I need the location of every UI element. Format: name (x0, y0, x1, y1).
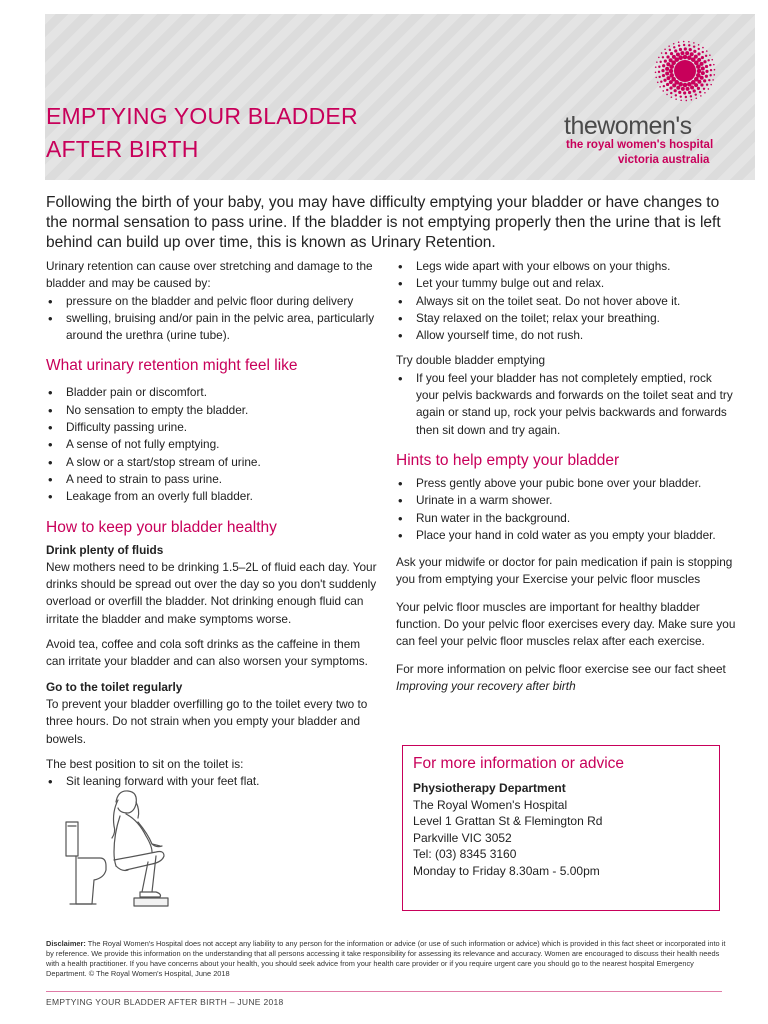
logo-dot (685, 100, 687, 102)
logo-dot (658, 71, 660, 73)
logo-dot (701, 66, 705, 70)
list-item: • Stay relaxed on the toilet; relax your breathing. (396, 310, 736, 327)
toilet-paragraph: To prevent your bladder overfilling go to the toilet every two to three hours. Do not strain when you empty your bladder and bowels. (46, 696, 368, 746)
logo-dot (665, 67, 669, 71)
logo-dot (708, 88, 710, 90)
logo-dot (655, 71, 657, 73)
logo-dot (680, 95, 682, 97)
logo-dot (714, 69, 716, 71)
list-item: • swelling, bruising and/or pain in the pelvic area, particularly around the urethra (urine tube). (46, 310, 378, 345)
logo-dot (674, 89, 677, 92)
logo-dot (675, 98, 677, 100)
list-item: • Press gently above your pubic bone over your bladder. (396, 475, 736, 492)
logo-dot (683, 83, 688, 88)
logo-dot (699, 91, 701, 93)
list-item: • Run water in the background. (396, 510, 736, 527)
logo-dot (702, 47, 704, 49)
logo-dot (669, 49, 671, 51)
logo-dot (658, 66, 660, 68)
logo-dot (669, 69, 674, 74)
logo-dot (666, 83, 669, 86)
logo-dot (672, 83, 676, 87)
logo-name: thewomen's (564, 112, 692, 140)
contact-box (402, 745, 720, 911)
logo-dot (700, 76, 704, 80)
list-item: • No sensation to empty the bladder. (46, 402, 378, 419)
list-item: • Legs wide apart with your elbows on your thighs. (396, 258, 736, 275)
logo-dot (666, 55, 669, 58)
list-item: • Urinate in a warm shower. (396, 492, 736, 509)
logo-dot (669, 58, 673, 62)
logo-dot (686, 87, 690, 91)
logo-dot (678, 44, 680, 46)
logo-dot (655, 77, 657, 79)
logo-dot (703, 79, 706, 82)
list-item: • If you feel your bladder has not completely emptied, rock your pelvis backwards and forwards on the toilet seat and try again or stand up, rock your pelvis backwards and forwards then sit down and try again. (396, 370, 736, 439)
logo-dot (713, 74, 715, 76)
logo-dot (709, 64, 711, 66)
logo-dot (711, 59, 713, 61)
disclaimer-label: Disclaimer: (46, 939, 86, 948)
logo-dot (688, 91, 691, 94)
logo-dot (712, 79, 714, 81)
heading-hints: Hints to help empty your bladder (396, 451, 620, 469)
logo-dot (659, 86, 661, 88)
double-emptying-list (396, 370, 736, 439)
logo-dot (663, 85, 665, 87)
logo-dot (660, 81, 662, 83)
logo-dot (690, 86, 694, 90)
logo-dot (678, 41, 680, 43)
logo-dot (657, 81, 659, 83)
logo-dot (664, 60, 667, 63)
list-item: • Allow yourself time, do not rush. (396, 327, 736, 344)
logo-dot (700, 62, 704, 66)
logo-dot (688, 44, 690, 46)
contact-hours: Monday to Friday 8.30am - 5.00pm (413, 863, 600, 878)
logo-dot (666, 76, 670, 80)
logo-dot (689, 48, 692, 51)
logo-dot (693, 42, 695, 44)
logo-dot (710, 84, 712, 86)
logo-dot (678, 91, 681, 94)
logo-dot (666, 89, 668, 91)
contact-line: Level 1 Grattan St & Flemington Rd (413, 814, 603, 828)
contact-line: Parkville VIC 3052 (413, 830, 512, 845)
logo-dot (707, 59, 709, 61)
list-item: • Always sit on the toilet seat. Do not hover above it. (396, 293, 736, 310)
logo-dot (661, 69, 664, 72)
logo-dot (683, 41, 685, 43)
more-info-text: For more information on pelvic floor exercise see our fact sheet (396, 661, 726, 676)
logo-dot (683, 55, 688, 60)
list-item: • A need to strain to pass urine. (46, 471, 378, 488)
logo-dot (681, 87, 685, 91)
logo-dot (708, 79, 710, 81)
logo-dot (672, 55, 676, 59)
list-item: • Sit leaning forward with your feet flat. (46, 773, 378, 790)
logo-dot (693, 89, 696, 92)
list-item: • Let your tummy bulge out and relax. (396, 275, 736, 292)
logo-dot (698, 48, 700, 50)
list-item: • A sense of not fully emptying. (46, 436, 378, 453)
logo-dot (695, 97, 697, 99)
list-item: • Place your hand in cold water as you empty your bladder. (396, 527, 736, 544)
retention-paragraph: Urinary retention can cause over stretching and damage to the bladder and may be caused by: (46, 259, 373, 291)
position-paragraph: The best position to sit on the toilet is: (46, 756, 244, 771)
logo-dot (709, 54, 711, 56)
logo-dot (701, 71, 705, 75)
logo-dot (697, 80, 701, 84)
contact-phone: Tel: (03) 8345 3160 (413, 847, 517, 861)
feel-list (46, 384, 378, 505)
logo-dot (694, 55, 698, 59)
list-item: • Leakage from an overly full bladder. (46, 488, 378, 505)
logo-dot (671, 96, 673, 98)
logo-core (674, 60, 696, 82)
logo-dot (662, 90, 664, 92)
logo-dot (698, 44, 700, 46)
logo-dot (700, 83, 703, 86)
title-line-1: EMPTYING YOUR BLADDER (46, 103, 358, 129)
ask-paragraph: Ask your midwife or doctor for pain medication if pain is stopping you from emptying your Exercise your pelvic floor muscles (396, 555, 733, 587)
logo-dot (697, 58, 701, 62)
left-column (46, 258, 378, 790)
list-item: • Difficulty passing urine. (46, 419, 378, 436)
logo-dot (690, 52, 694, 56)
contact-department: Physiotherapy Department (413, 781, 566, 795)
logo-dot (705, 65, 708, 68)
logo-dot (665, 52, 667, 54)
logo-dot (703, 60, 706, 63)
logo-dot (697, 87, 700, 90)
logo-dot (656, 61, 658, 63)
heading-healthy: How to keep your bladder healthy (46, 518, 277, 536)
logo-dot (669, 86, 672, 89)
logo-dot (668, 45, 670, 47)
logo-dot (662, 74, 665, 77)
logo-dot (683, 44, 685, 46)
logo-dot (683, 91, 686, 94)
logo-dot (704, 92, 706, 94)
logo-dot (702, 51, 704, 53)
logo-dot (655, 66, 657, 68)
logo-dot (684, 47, 687, 50)
fluids-paragraph: New mothers need to be drinking 1.5–2L of fluid each day. Your drinks should be spread out over the day so you don't suddenly overload or overfill the bladder. Not drinking enough fluid can irritate the bladder and make symptoms worse. (46, 559, 377, 626)
logo-dot (697, 69, 702, 74)
logo-dot (700, 95, 702, 97)
logo-dot (674, 49, 677, 52)
disclaimer (46, 939, 726, 979)
logo-dot (675, 94, 677, 96)
logo-dot (679, 48, 682, 51)
subheading-toilet: Go to the toilet regularly (46, 679, 183, 694)
logo-dot (705, 70, 708, 73)
logo-dot (705, 55, 707, 57)
logo-dot (693, 45, 695, 47)
logo-dot (709, 74, 711, 76)
logo-dot (688, 41, 690, 43)
logo-dot (659, 61, 661, 63)
logo-dot (673, 46, 675, 48)
page-title (46, 100, 466, 166)
list-item: • pressure on the bladder and pelvic floor during delivery (46, 293, 378, 310)
footer-divider (46, 991, 722, 992)
logo-dot (662, 64, 665, 67)
logo-dot (680, 51, 684, 55)
logo-dot (703, 88, 705, 90)
logo-dot (694, 83, 698, 87)
intro-paragraph: Following the birth of your baby, you may have difficulty emptying your bladder or have changes to the normal sensation to pass urine. If the bladder is not emptying properly then the urine that is left behind can build up over time, this is known as Urinary Retention. (46, 194, 721, 251)
logo-dot (685, 51, 689, 55)
logo-dot (710, 69, 712, 71)
right-column (396, 258, 736, 695)
causes-list (46, 293, 378, 345)
logo-dot (693, 50, 696, 53)
pelvic-paragraph: Your pelvic floor muscles are important for healthy bladder function. Do your pelvic floor exercises every day. Make sure you can feel your pelvic floor muscles relax after each exercise. (396, 599, 736, 649)
logo-dot (665, 72, 669, 76)
logo-dot (658, 76, 660, 78)
logo-dot (658, 57, 660, 59)
logo-dot (706, 50, 708, 52)
fact-sheet-link: Improving your recovery after birth (396, 678, 576, 693)
logo-location: victoria australia (618, 154, 710, 166)
double-emptying-label: Try double bladder emptying (396, 353, 546, 368)
disclaimer-text: The Royal Women's Hospital does not accept any liability to any person for the information or advice (or use of such information or advice) which is provided in this fact sheet or incorporated into it by reference. We provide this information on the understanding that all persons accessing it take responsibility for assessing its relevance and accuracy. Women are encouraged to discuss their health needs with a health practitioner. If you have concerns about your health, you should seek advice from your health care provider or if you require urgent care you should go to the nearest hospital Emergency Department. © The Royal Women's Hospital, June 2018 (46, 939, 726, 978)
logo-dot (690, 95, 692, 97)
logo-dot (701, 56, 704, 59)
sunburst-logo-icon (654, 40, 716, 102)
footer-text: EMPTYING YOUR BLADDER AFTER BIRTH – JUNE 2018 (46, 997, 284, 1007)
logo-dot (705, 75, 708, 78)
logo-dot (680, 99, 682, 101)
caffeine-paragraph: Avoid tea, coffee and cola soft drinks as the caffeine in them can irritate your bladder and can also worsen your symptoms. (46, 637, 368, 669)
list-item: • A slow or a start/stop stream of urine. (46, 454, 378, 471)
heading-feel: What urinary retention might feel like (46, 357, 298, 375)
hints-list (396, 475, 736, 544)
contact-line: The Royal Women's Hospital (413, 797, 568, 812)
more-info-paragraph (396, 661, 736, 696)
contact-title: For more information or advice (413, 755, 625, 772)
logo-dot (664, 48, 666, 50)
logo-dot (706, 84, 708, 86)
logo-dot (666, 62, 670, 66)
logo-dot (662, 56, 664, 58)
position-list-continued (396, 258, 736, 344)
logo-hospital: the royal women's hospital (566, 139, 714, 151)
logo-dot (685, 96, 687, 98)
subheading-fluids: Drink plenty of fluids (46, 542, 164, 557)
logo-dot (695, 93, 697, 95)
logo-dot (676, 52, 680, 56)
woman-on-toilet-illustration (56, 786, 206, 914)
title-line-2: AFTER BIRTH (46, 136, 199, 162)
logo-dot (661, 52, 663, 54)
logo-dot (697, 52, 700, 55)
logo-dot (669, 80, 673, 84)
logo-dot (676, 86, 680, 90)
logo-dot (713, 64, 715, 66)
logo-dot (666, 94, 668, 96)
list-item: • Bladder pain or discomfort. (46, 384, 378, 401)
logo-dot (691, 99, 693, 101)
logo-dot (670, 52, 673, 55)
hospital-logo (562, 40, 722, 170)
logo-dot (673, 43, 675, 45)
logo-dot (670, 92, 672, 94)
logo-dot (663, 79, 666, 82)
